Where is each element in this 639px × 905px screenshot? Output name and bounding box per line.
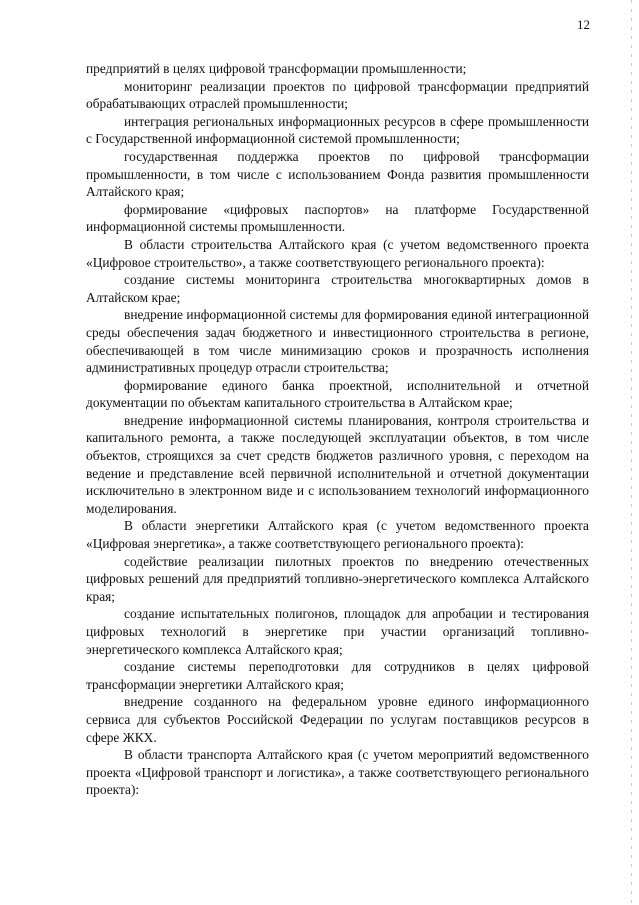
paragraph: содействие реализации пилотных проектов по внедрению отечественных цифровых решений для предприятий топливно-энергетического комплекса Алтайского края; bbox=[86, 553, 589, 604]
paragraph: предприятий в целях цифровой трансформации промышленности; bbox=[86, 61, 467, 76]
paragraph: создание системы мониторинга строительства многоквартирных домов в Алтайском крае; bbox=[86, 272, 589, 305]
document-body bbox=[86, 60, 589, 799]
page-number: 12 bbox=[577, 17, 590, 32]
paragraph: создание системы переподготовки для сотрудников в целях цифровой трансформации энергетики Алтайского края; bbox=[86, 659, 589, 692]
paragraph: интеграция региональных информационных ресурсов в сфере промышленности с Государственной информационной системой промышленности; bbox=[86, 113, 589, 147]
section-intro: В области транспорта Алтайского края (с учетом мероприятий ведомственного проекта «Цифровой транспорт и логистика», а также соответствующего регионального проекта): bbox=[86, 747, 589, 798]
paragraph: внедрение информационной системы для формирования единой интеграционной среды обеспечения задач бюджетного и инвестиционного строительства в регионе, обеспечивающей в том числе минимизацию сроков и прозрачность исполнения административных процедур отрасли строительства; bbox=[86, 307, 589, 376]
scan-edge-line bbox=[631, 0, 632, 905]
paragraph: создание испытательных полигонов, площадок для апробации и тестирования цифровых технологий в энергетике при участии организаций топливно-энергетического комплекса Алтайского края; bbox=[86, 606, 589, 657]
section-intro: В области энергетики Алтайского края (с учетом ведомственного проекта «Цифровая энергетика», а также соответствующего регионального проекта): bbox=[86, 518, 589, 552]
paragraph: мониторинг реализации проектов по цифровой трансформации предприятий обрабатывающих отраслей промышленности; bbox=[86, 78, 589, 112]
paragraph: внедрение созданного на федеральном уровне единого информационного сервиса для субъектов Российской Федерации по услугам поставщиков ресурсов в сфере ЖКХ. bbox=[86, 694, 589, 745]
paragraph: внедрение информационной системы планирования, контроля строительства и капитального ремонта, а также последующей эксплуатации объектов, в том числе объектов, строящихся за счет средств бюджетов различного уровня, с переходом на ведение и представление всей первичной исполнительной и отчетной документации исключительно в электронном виде и с использованием технологий информационного моделирования. bbox=[86, 412, 589, 516]
paragraph: формирование единого банка проектной, исполнительной и отчетной документации по объектам капитального строительства в Алтайском крае; bbox=[86, 377, 589, 411]
paragraph: формирование «цифровых паспортов» на платформе Государственной информационной системы промышленности. bbox=[86, 201, 589, 235]
paragraph: государственная поддержка проектов по цифровой трансформации промышленности, в том числе с использованием Фонда развития промышленности Алтайского края; bbox=[86, 148, 589, 200]
section-intro: В области строительства Алтайского края (с учетом ведомственного проекта «Цифровое строительство», а также соответствующего регионального проекта): bbox=[86, 236, 589, 270]
